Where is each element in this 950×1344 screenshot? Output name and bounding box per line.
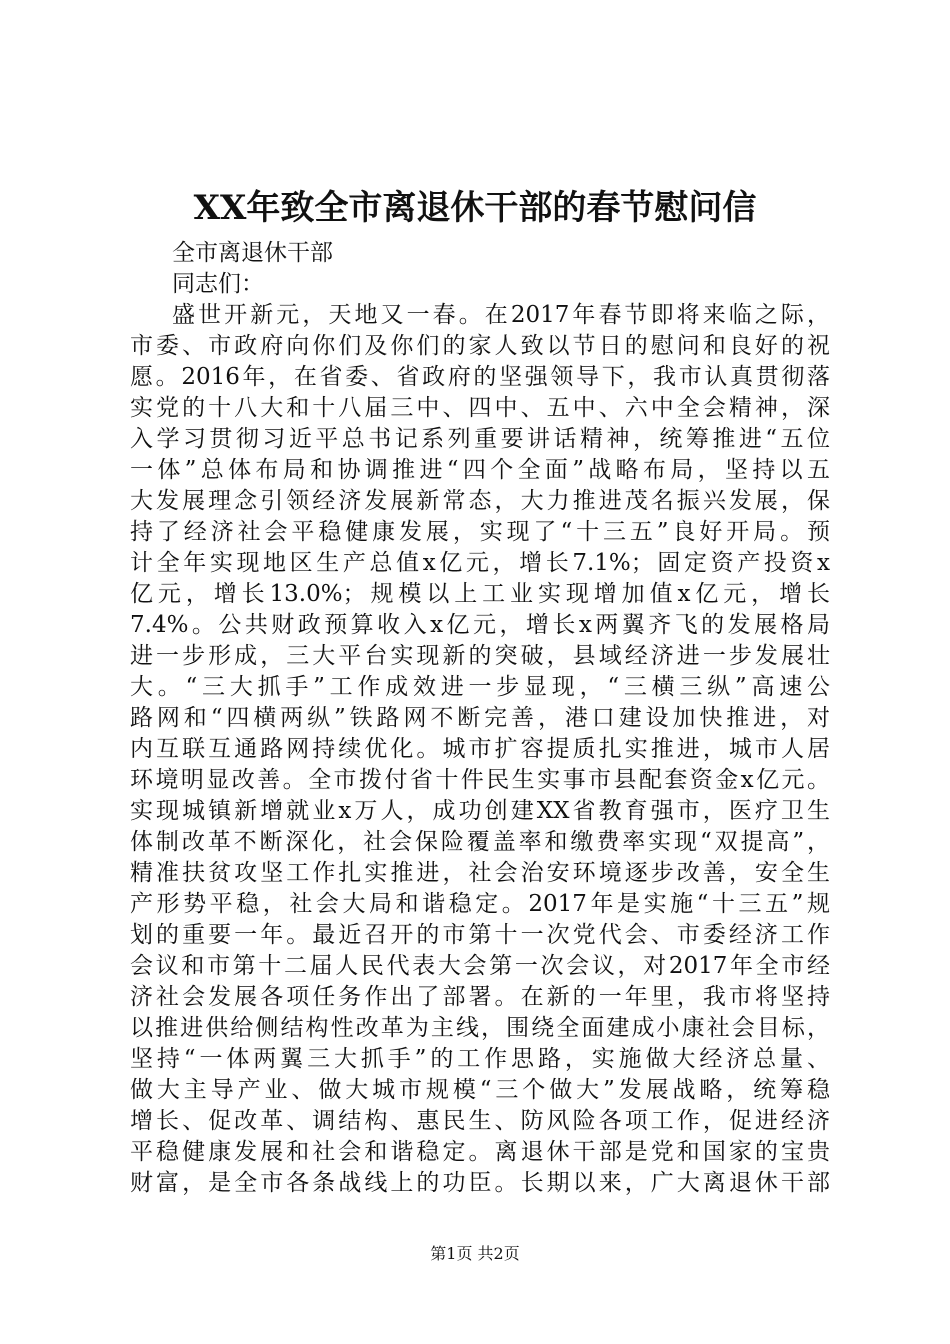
body-text-line: 财富，是全市各条战线上的功臣。长期以来，广大离退休干部 [130,1170,830,1196]
body-text-line: 愿。2016年，在省委、省政府的坚强领导下，我市认真贯彻落 [130,364,830,390]
body-text-line: 平稳健康发展和社会和谐稳定。离退休干部是党和国家的宝贵 [130,1139,830,1165]
recipient-line: 全市离退休干部 [172,240,333,266]
body-text-line: 大。“三大抓手”工作成效进一步显现，“三横三纵”高速公 [130,674,830,700]
body-text-line: 入学习贯彻习近平总书记系列重要讲话精神，统筹推进“五位 [130,426,830,452]
body-text-line: 实现城镇新增就业x万人，成功创建XX省教育强市，医疗卫生 [130,798,830,824]
body-text-line: 亿元，增长13.0%；规模以上工业实现增加值x亿元，增长 [130,581,830,607]
body-text-line: 以推进供给侧结构性改革为主线，围绕全面建成小康社会目标， [130,1015,830,1041]
page-footer: 第1页 共2页 [430,1244,520,1263]
body-text-line: 体制改革不断深化，社会保险覆盖率和缴费率实现“双提高”， [130,829,830,855]
body-text-line: 大发展理念引领经济发展新常态，大力推进茂名振兴发展，保 [130,488,830,514]
body-text-line: 增长、促改革、调结构、惠民生、防风险各项工作，促进经济 [130,1108,830,1134]
greeting-line: 同志们： [172,271,264,297]
body-text-line: 划的重要一年。最近召开的市第十一次党代会、市委经济工作 [130,922,830,948]
body-text-line: 做大主导产业、做大城市规模“三个做大”发展战略，统筹稳 [130,1077,830,1103]
body-text-line: 内互联互通路网持续优化。城市扩容提质扎实推进，城市人居 [130,736,830,762]
body-text-line: 盛世开新元，天地又一春。在2017年春节即将来临之际， [172,302,830,328]
body-text-line: 坚持“一体两翼三大抓手”的工作思路，实施做大经济总量、 [130,1046,830,1072]
body-text-line: 实党的十八大和十八届三中、四中、五中、六中全会精神，深 [130,395,830,421]
body-text-line: 计全年实现地区生产总值x亿元，增长7.1%；固定资产投资x [130,550,830,576]
body-text-line: 持了经济社会平稳健康发展，实现了“十三五”良好开局。预 [130,519,830,545]
body-text-line: 济社会发展各项任务作出了部署。在新的一年里，我市将坚持 [130,984,830,1010]
body-text-line: 环境明显改善。全市拨付省十件民生实事市县配套资金x亿元。 [130,767,830,793]
body-text-line: 产形势平稳，社会大局和谐稳定。2017年是实施“十三五”规 [130,891,830,917]
body-text-line: 一体”总体布局和协调推进“四个全面”战略布局，坚持以五 [130,457,830,483]
body-text-line: 7.4%。公共财政预算收入x亿元，增长x两翼齐飞的发展格局 [130,612,830,638]
document-title: XX年致全市离退休干部的春节慰问信 [193,188,757,228]
body-text-line: 精准扶贫攻坚工作扎实推进，社会治安环境逐步改善，安全生 [130,860,830,886]
body-text-line: 进一步形成，三大平台实现新的突破，县域经济进一步发展壮 [130,643,830,669]
body-text-line: 会议和市第十二届人民代表大会第一次会议，对2017年全市经 [130,953,830,979]
body-text-line: 市委、市政府向你们及你们的家人致以节日的慰问和良好的祝 [130,333,830,359]
body-text-line: 路网和“四横两纵”铁路网不断完善，港口建设加快推进，对 [130,705,830,731]
